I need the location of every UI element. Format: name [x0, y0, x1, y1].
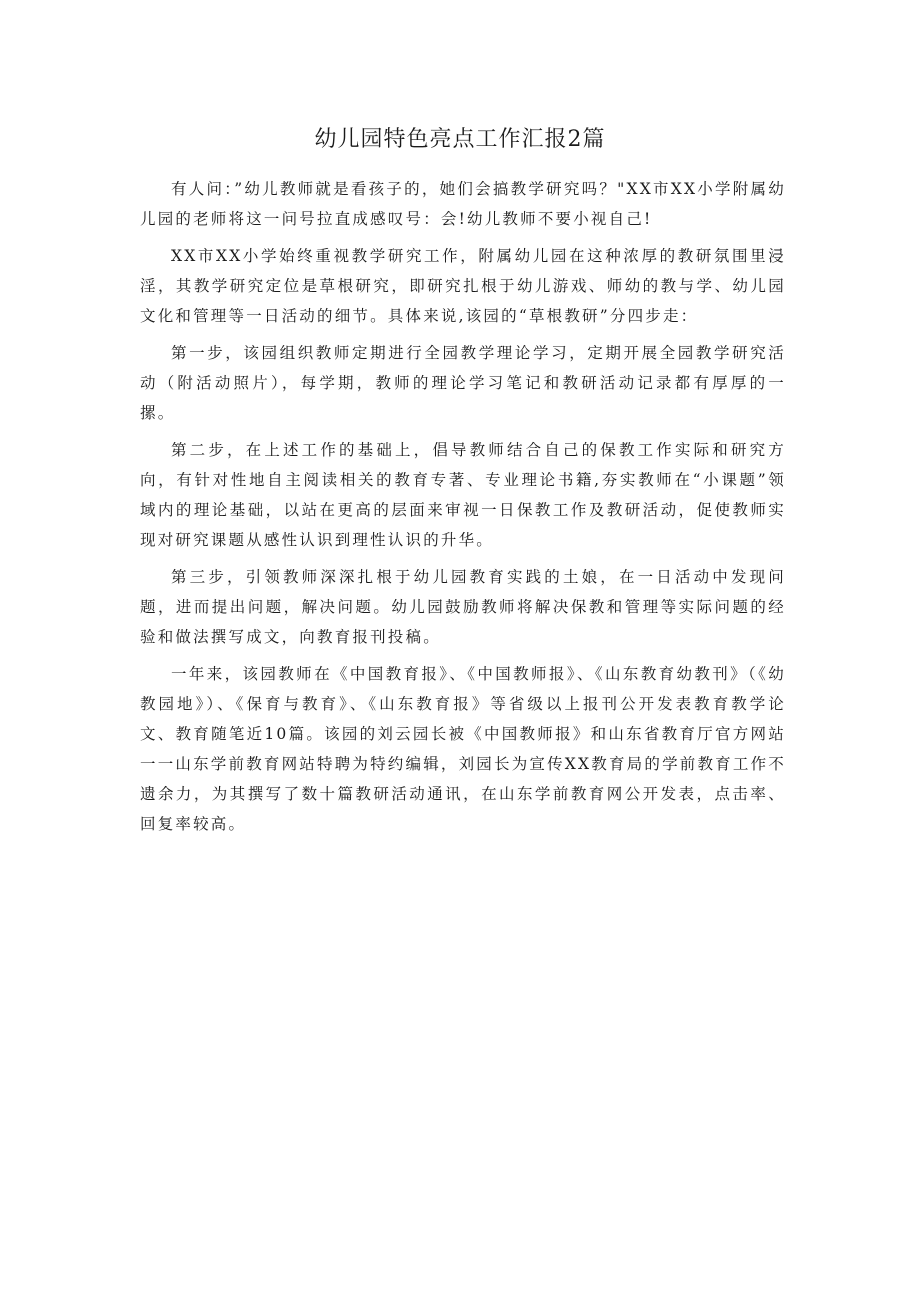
paragraph-1: 有人问：”幼儿教师就是看孩子的，她们会搞教学研究吗？"XX市XX小学附属幼儿园的老师将这一问号拉直成感叹号：会!幼儿教师不要小视自己! — [140, 180, 786, 228]
paragraph-3: 第一步，该园组织教师定期进行全园教学理论学习，定期开展全园教学研究活动（附活动照片），每学期，教师的理论学习笔记和教研活动记录都有厚厚的一摞。 — [140, 344, 786, 422]
paragraph-6: 一年来，该园教师在《中国教育报》、《中国教师报》、《山东教育幼教刊》（《幼教园地》）、《保育与教育》、《山东教育报》等省级以上报刊公开发表教育教学论文、教育随笔近10篇。该园的刘云园长被《中国教师报》和山东省教育厅官方网站一一山东学前教育网站特聘为特约编辑，刘园长为宣传XX教育局的学前教育工作不遗余力，为其撰写了数十篇教研活动通讯，在山东学前教育网公开发表，点击率、回复率较高。 — [140, 665, 786, 833]
document-body — [140, 174, 786, 846]
paragraph-4: 第二步，在上述工作的基础上，倡导教师结合自己的保教工作实际和研究方向，有针对性地自主阅读相关的教育专著、专业理论书籍,夯实教师在“小课题”领域内的理论基础，以站在更高的层面来审视一日保教工作及教研活动，促使教师实现对研究课题从感性认识到理性认识的升华。 — [140, 441, 786, 549]
document-title: 幼儿园特色亮点工作汇报2篇 — [314, 127, 606, 152]
paragraph-5: 第三步，引领教师深深扎根于幼儿园教育实践的土娘，在一日活动中发现问题，进而提出问题，解决问题。幼儿园鼓励教师将解决保教和管理等实际问题的经验和做法撰写成文，向教育报刊投稿。 — [140, 568, 786, 646]
paragraph-2: XX市XX小学始终重视教学研究工作，附属幼儿园在这种浓厚的教研氛围里浸淫，其教学研究定位是草根研究，即研究扎根于幼儿游戏、师幼的教与学、幼儿园文化和管理等一日活动的细节。具体来说,该园的“草根教研”分四步走： — [140, 247, 786, 325]
